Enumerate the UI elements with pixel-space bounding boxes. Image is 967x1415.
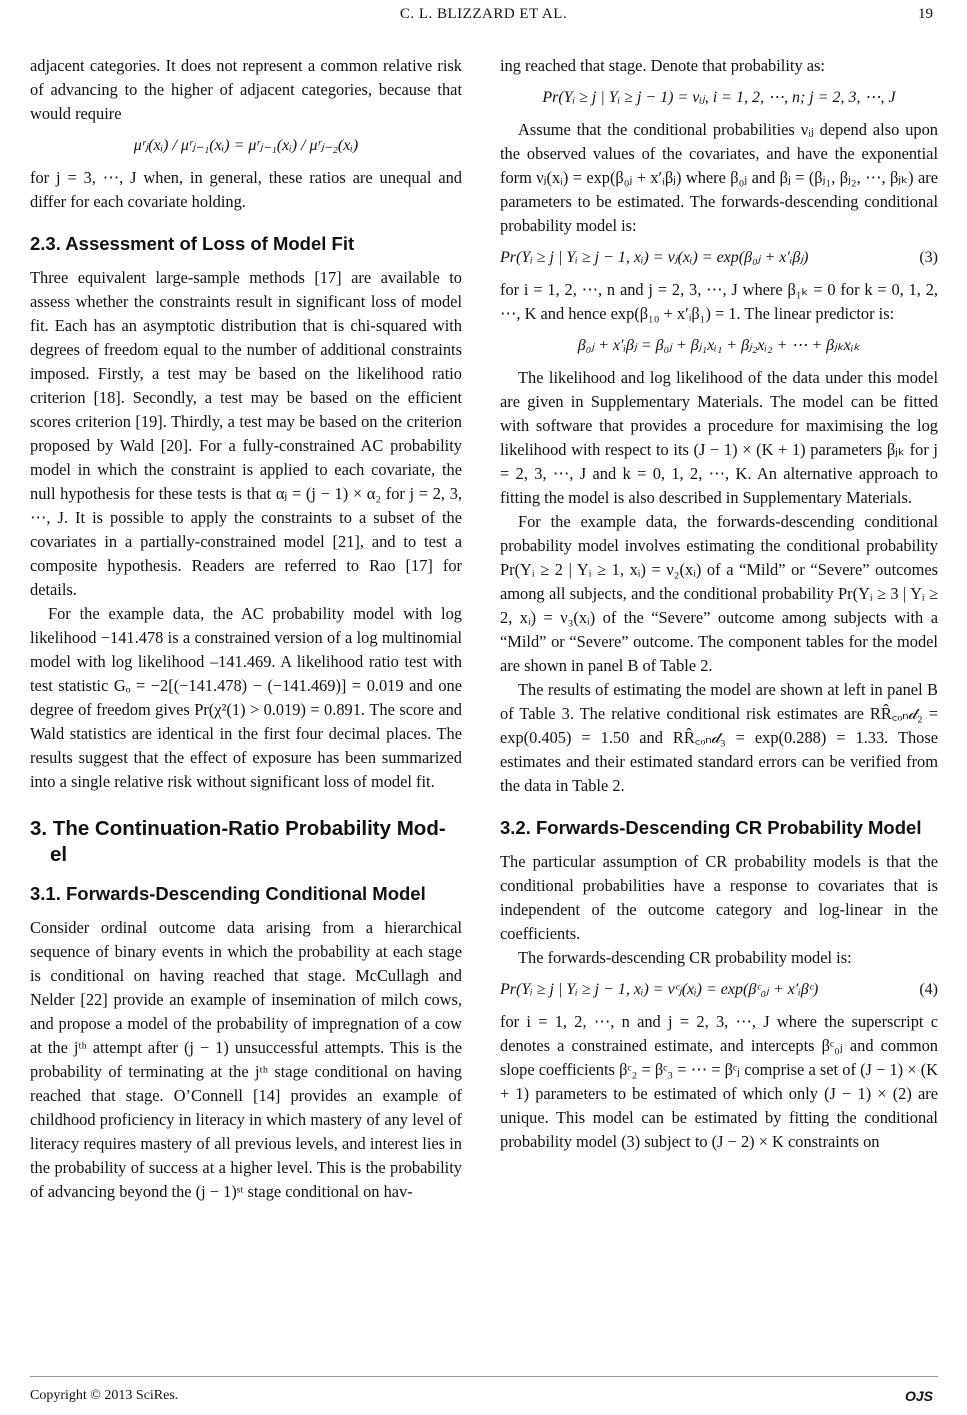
running-header (0, 6, 967, 28)
paragraph: The likelihood and log likelihood of the data under this model are given in Supplementary Materials. The model can be fitted with software that provides a procedure for maximising the log likelihood with respect to its (J − 1) × (K + 1) parameters βⱼₖ for j = 2, 3, ⋯, J and k = 0, 1, 2, ⋯, K. An alternative approach to fitting the model is also described in Supplementary Materials. (500, 368, 938, 507)
equation-4-body: Pr(Yᵢ ≥ j | Yᵢ ≥ j − 1, xᵢ) = νᶜⱼ(xᵢ) = exp(βᶜ₀ⱼ + x′ᵢβᶜ) (500, 981, 819, 998)
equation-number: (3) (919, 249, 938, 266)
journal-name: OJS (904, 1388, 933, 1404)
equation-number: (4) (919, 981, 938, 998)
section-heading-2-3: 2.3. Assessment of Loss of Model Fit (30, 233, 355, 254)
equation-3-body: Pr(Yᵢ ≥ j | Yᵢ ≥ j − 1, xᵢ) = νⱼ(xᵢ) = exp(β₀ⱼ + x′ᵢβⱼ) (500, 249, 809, 266)
footer-rule (30, 1376, 938, 1377)
section-heading-3 (30, 816, 462, 868)
section-heading-3-line2: el (50, 843, 68, 866)
page-number: 19 (918, 6, 933, 22)
equation: μʳⱼ(xᵢ) / μʳⱼ₋₁(xᵢ) = μʳⱼ₋₁(xᵢ) / μʳⱼ₋₂(xᵢ) (133, 137, 359, 154)
paragraph: for j = 3, ⋯, J when, in general, these ratios are unequal and differ for each covariate holding. (30, 168, 462, 211)
left-column (30, 54, 462, 1204)
equation: β₀ⱼ + x′ᵢβⱼ = β₀ⱼ + βⱼ₁xᵢ₁ + βⱼ₂xᵢ₂ + ⋯ + βⱼₖxᵢₖ (577, 337, 861, 354)
paragraph: Consider ordinal outcome data arising from a hierarchical sequence of binary events in which the probability at each stage is conditional on having reached that stage. McCullagh and Nelder [22] provide an example of insemination of milch cows, and propose a model of the probability of impregnation of a cow at the jᵗʰ attempt after (j − 1) unsuccessful attempts. This is the probability of terminating at the jᵗʰ stage conditional on having reached that stage. O’Connell [14] provides an example of childhood proficiency in literacy in which mastery of any level of literacy requires mastery of all previous levels, and interest lies in the probability of success at a higher level. This is the probability of advancing beyond the (j − 1)ˢᵗ stage conditional on hav- (30, 918, 462, 1201)
paragraph: adjacent categories. It does not represent a common relative risk of advancing to the higher of adjacent categories, because that would require (30, 56, 462, 123)
section-heading-3-2: 3.2. Forwards-Descending CR Probability Model (500, 817, 922, 838)
equation-3 (500, 246, 938, 270)
right-column (500, 54, 938, 1154)
copyright: Copyright © 2013 SciRes. (30, 1388, 179, 1403)
paragraph: for i = 1, 2, ⋯, n and j = 2, 3, ⋯, J where β₁ₖ = 0 for k = 0, 1, 2, ⋯, K and hence exp(β₁₀ + x′ᵢβ₁) = 1. The linear predictor is: (500, 280, 938, 323)
paragraph: For the example data, the AC probability model with log likelihood −141.478 is a constrained version of a log multinomial model with log likelihood –141.469. A likelihood ratio test with test statistic Gₒ = −2[(−141.478) − (−141.469)] = 0.019 and one degree of freedom gives Pr(χ²(1) > 0.019) = 0.891. The score and Wald statistics are identical in the first four decimal places. The results suggest that the effect of exposure has been summarized into a single relative risk without significant loss of model fit. (30, 604, 462, 791)
section-heading-3-line1: 3. The Continuation-Ratio Probability Mod- (30, 817, 446, 840)
paragraph: The results of estimating the model are shown at left in panel B of Table 3. The relative conditional risk estimates are RR̂꜀ₒₙ𝒹₂ = exp(0.405) = 1.50 and RR̂꜀ₒₙ𝒹₃ = exp(0.288) = 1.33. Those estimates and their estimated standard errors can be verified from the data in Table 2. (500, 680, 938, 795)
paragraph: for i = 1, 2, ⋯, n and j = 2, 3, ⋯, J where the superscript c denotes a constrained estimate, and intercepts βᶜ₀ⱼ and common slope coefficients βᶜ₂ = βᶜ₃ = ⋯ = βᶜⱼ comprise a set of (J − 1) × (K + 1) parameters to be estimated of which only (J − 1) × (2) are unique. This model can be estimated by fitting the conditional probability model (3) subject to (J − 2) × K constraints on (500, 1012, 938, 1151)
paragraph: Assume that the conditional probabilities νᵢⱼ depend also upon the observed values of the covariates, and have the exponential form νⱼ(xᵢ) = exp(β₀ⱼ + x′ᵢβⱼ) where β₀ⱼ and βⱼ = (βⱼ₁, βⱼ₂, ⋯, βⱼₖ) are parameters to be estimated. The forwards-descending conditional probability model is: (500, 120, 938, 235)
section-heading-3-1: 3.1. Forwards-Descending Conditional Model (30, 883, 426, 904)
running-title: C. L. BLIZZARD ET AL. (399, 6, 568, 22)
paragraph: Three equivalent large-sample methods [17] are available to assess whether the constraints result in significant loss of model fit. Each has an asymptotic distribution that is chi-squared with degrees of freedom equal to the number of additional constraints imposed. Firstly, a test may be based on the likelihood ratio criterion [18]. Secondly, a test may be based on the efficient scores criterion [19]. Thirdly, a test may be based on the criterion proposed by Wald [20]. For a fully-constrained AC probability model in which the constraint is applied to each covariate, the null hypothesis for these tests is that αⱼ = (j − 1) × α₂ for j = 2, 3, ⋯, J. It is possible to apply the constraints to a subset of the covariates in a partially-constrained model [21], and to test a composite hypothesis. Readers are referred to Rao [17] for details. (30, 268, 462, 599)
paragraph: For the example data, the forwards-descending conditional probability model involves estimating the conditional probability Pr(Yᵢ ≥ 2 | Yᵢ ≥ 1, xᵢ) = ν₂(xᵢ) of a “Mild” or “Severe” outcomes among all subjects, and the conditional probability Pr(Yᵢ ≥ 3 | Yᵢ ≥ 2, xᵢ) = ν₃(xᵢ) of the “Severe” outcome among subjects with a “Mild” or “Severe” outcome. The component tables for the model are shown in panel B of Table 2. (500, 512, 938, 675)
equation-4 (500, 978, 938, 1002)
paragraph: The forwards-descending CR probability model is: (518, 948, 852, 967)
paragraph: ing reached that stage. Denote that probability as: (500, 56, 825, 75)
equation: Pr(Yᵢ ≥ j | Yᵢ ≥ j − 1) = νᵢⱼ, i = 1, 2, ⋯, n; j = 2, 3, ⋯, J (542, 89, 896, 106)
paragraph: The particular assumption of CR probability models is that the conditional probabilities have a response to covariates that is independent of the outcome category and log-linear in the coefficients. (500, 852, 938, 943)
